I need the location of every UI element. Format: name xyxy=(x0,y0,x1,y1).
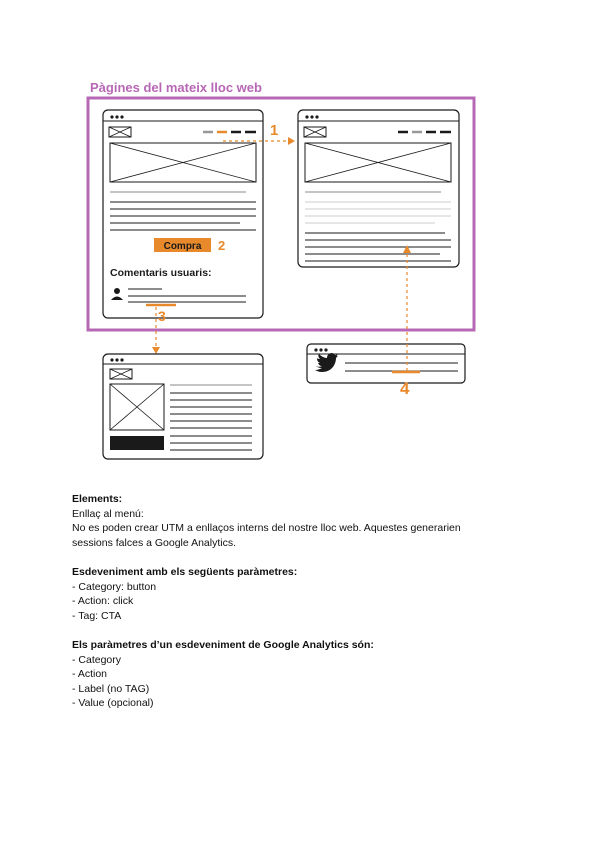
window-dots-icon xyxy=(305,115,318,118)
ga-param: - Action xyxy=(72,668,108,681)
ga-param: - Label (no TAG) xyxy=(72,682,150,695)
black-button[interactable] xyxy=(110,436,164,450)
tweet-card xyxy=(307,344,465,383)
marker-2: 2 xyxy=(218,238,226,253)
diagram-title: Pàgines del mateix lloc web xyxy=(90,80,262,95)
page-product-window xyxy=(103,110,263,318)
window-dots-icon xyxy=(314,348,327,351)
ga-param: - Category xyxy=(72,653,122,666)
comments-heading: Comentaris usuaris: xyxy=(110,267,212,279)
window-dots-icon xyxy=(110,115,123,118)
event-heading: Esdeveniment amb els següents paràmetres: xyxy=(72,565,298,578)
marker-3: 3 xyxy=(158,308,166,324)
ga-heading: Els paràmetres d’un esdeveniment de Google Analytics són: xyxy=(72,638,374,651)
ga-param: - Value (opcional) xyxy=(72,697,154,710)
page-product xyxy=(103,110,263,318)
buy-button[interactable] xyxy=(154,238,211,252)
event-param: - Action: click xyxy=(72,595,134,608)
page-external xyxy=(103,354,263,459)
utm-note-line-1: No es poden crear UTM a enllaços interns del nostre lloc web. Aquestes generarien xyxy=(72,522,461,535)
buy-button-label: Compra xyxy=(163,241,202,252)
menu-link-label: Enllaç al menú: xyxy=(72,507,144,520)
marker-4: 4 xyxy=(400,379,410,398)
notes xyxy=(72,492,542,711)
utm-note-line-2: sessions falces a Google Analytics. xyxy=(72,536,237,549)
page-destination-window xyxy=(298,110,459,267)
event-param: - Tag: CTA xyxy=(72,609,122,622)
window-dots-icon xyxy=(110,358,123,361)
marker-1: 1 xyxy=(270,122,279,139)
elements-heading: Elements: xyxy=(72,493,123,505)
page-destination xyxy=(298,110,459,267)
event-param: - Category: button xyxy=(72,580,157,593)
